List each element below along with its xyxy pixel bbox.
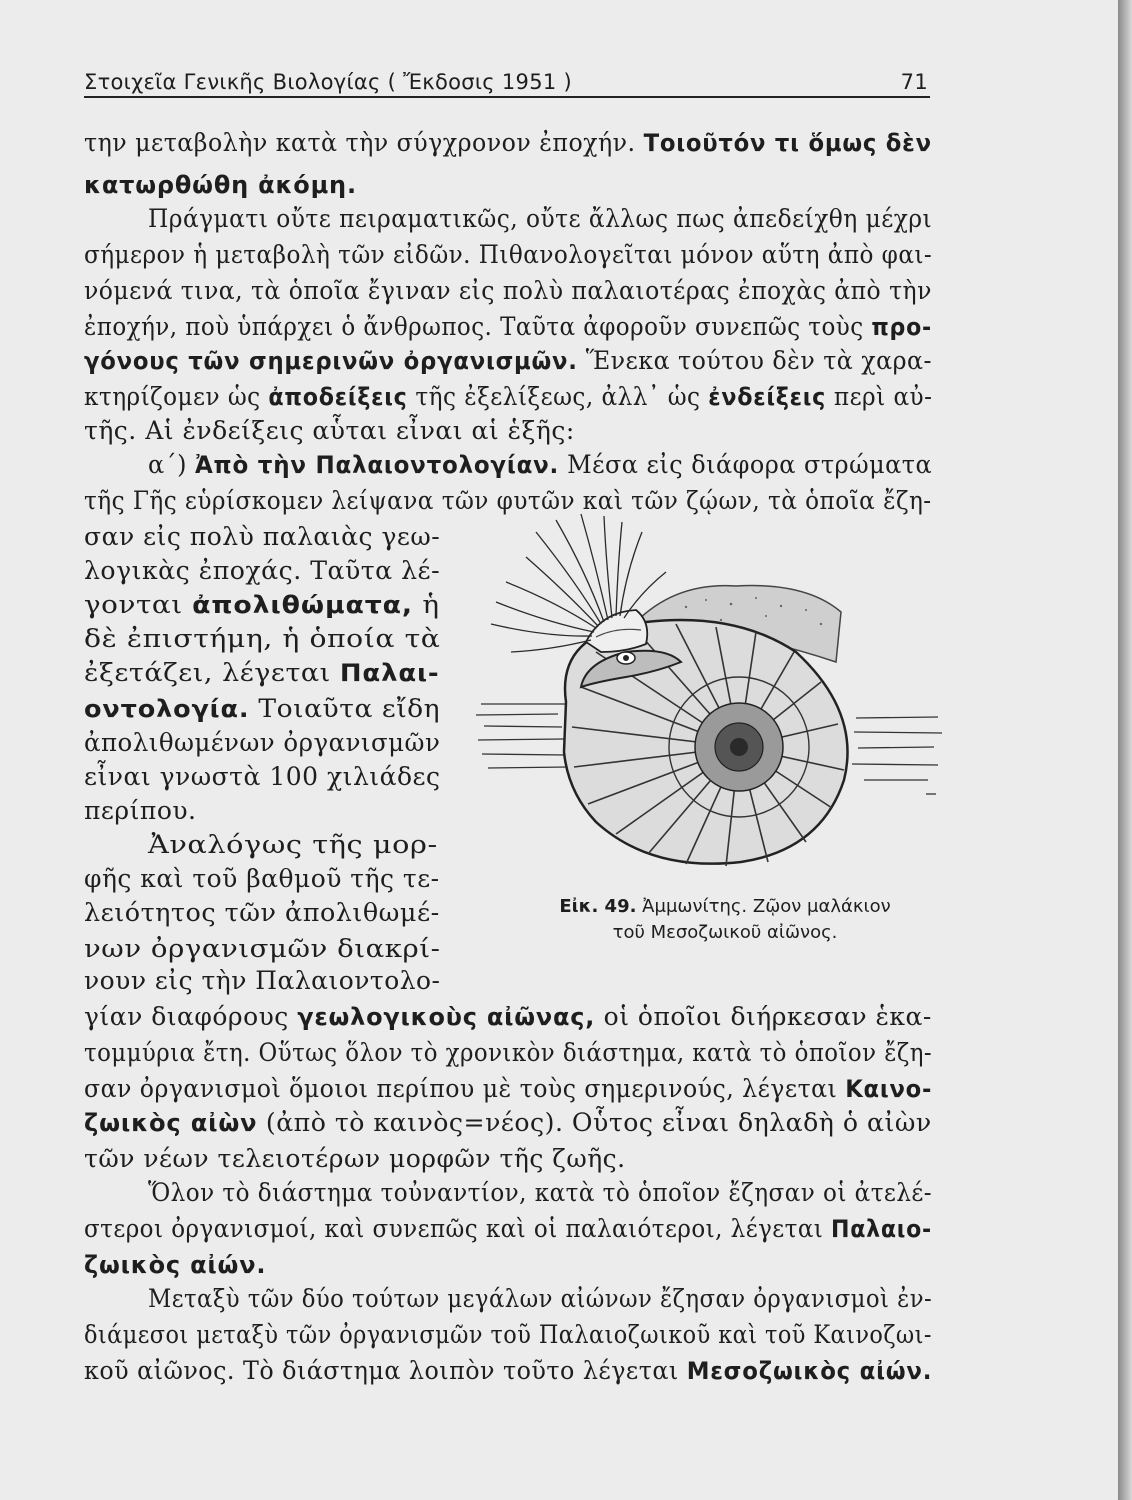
bold-term: γόνους τῶν σημερινῶν ὀργανισμῶν. — [84, 347, 578, 375]
text-run: (ἀπὸ τὸ καινὸς=νέος). Οὗτος εἶναι δηλαδὴ ὁ αἰὼν — [257, 1108, 932, 1137]
text-line — [84, 346, 932, 375]
page-edge-shadow — [1118, 0, 1132, 1500]
bold-term: γεωλογικοὺς αἰῶνας, — [297, 1003, 596, 1031]
text-run: τομμύρια ἔτη. Οὕτως ὅλον τὸ χρονικὸν διάστημα, κατὰ τὸ ὁποῖον ἔζη- — [84, 1038, 933, 1067]
text-run: νόμενά τινα, τὰ ὁποῖα ἔγιναν εἰς πολὺ παλαιοτέρας ἐποχὰς ἀπὸ τὴν — [84, 276, 932, 305]
text-line — [84, 624, 440, 653]
text-run: την μεταβολὴν κατὰ τὴν σύγχρονον ἐποχήν. — [84, 128, 644, 157]
text-run: γίαν διαφόρους — [84, 1002, 298, 1031]
bold-term: κατωρθώθη ἀκόμη. — [84, 171, 357, 199]
text-run: δὲ ἐπιστήμη, ἡ ὁποία τὰ — [84, 624, 441, 653]
bold-term: ζωικὸς αἰών. — [84, 1251, 267, 1279]
text-line — [84, 416, 575, 445]
text-run: ἡ — [412, 590, 440, 619]
text-run: σαν εἰς πολὺ παλαιὰς γεω- — [84, 522, 441, 551]
bold-term: Τοιοῦτόν τι ὅμως δὲν — [643, 129, 932, 157]
bold-term: ἀποδείξεις — [268, 383, 408, 411]
text-line — [84, 522, 440, 551]
text-line — [84, 934, 440, 963]
text-line — [84, 1320, 932, 1349]
text-line — [84, 1144, 626, 1173]
text-run: α΄) — [148, 450, 195, 479]
text-run: Πράγματι οὔτε πειραματικῶς, οὔτε ἄλλως πως ἀπεδείχθη μέχρι — [148, 204, 933, 233]
text-run: κοῦ αἰῶνος. Τὸ διάστημα λοιπὸν τοῦτο λέγεται — [84, 1356, 687, 1385]
bold-term: προ- — [871, 313, 932, 341]
caption-line2: τοῦ Μεσοζωικοῦ αἰῶνος. — [612, 922, 838, 943]
text-run: οἱ ὁποῖοι διήρκεσαν ἑκα- — [595, 1002, 932, 1031]
figure-caption — [510, 894, 940, 946]
text-run: Τοιαῦτα εἴδη — [249, 694, 441, 723]
ammonite-illustration — [476, 512, 946, 884]
text-line — [84, 1038, 932, 1067]
text-line — [84, 276, 932, 305]
text-run: κτηρίζομεν ὡς — [84, 382, 269, 411]
text-line — [84, 486, 932, 515]
running-header — [84, 62, 930, 98]
text-run: λογικὰς ἐποχάς. Ταῦτα λέ- — [84, 556, 441, 585]
text-line — [84, 128, 932, 157]
text-line — [84, 170, 357, 199]
text-run: σήμερον ἡ μεταβολὴ τῶν εἰδῶν. Πιθανολογεῖται μόνον αὕτη ἀπὸ φαι- — [84, 240, 933, 269]
text-run: εἶναι γνωστὰ 100 χιλιάδες — [84, 762, 441, 791]
text-line — [148, 1284, 932, 1313]
text-run: γονται — [84, 590, 193, 619]
text-run: ἀπολιθωμένων ὀργανισμῶν — [84, 728, 441, 757]
text-line — [84, 590, 440, 619]
text-run: διάμεσοι μεταξὺ τῶν ὀργανισμῶν τοῦ Παλαιοζωικοῦ καὶ τοῦ Καινοζωι- — [84, 1320, 932, 1349]
bold-term: ζωικὸς αἰὼν — [84, 1109, 258, 1137]
text-line — [84, 240, 932, 269]
bold-term: ἐνδείξεις — [708, 383, 827, 411]
bold-term: Καινο- — [845, 1075, 933, 1103]
text-run: ἐξετάζει, λέγεται — [84, 658, 340, 687]
text-run: σαν ὀργανισμοὶ ὅμοιοι περίπου μὲ τοὺς σημερινούς, λέγεται — [84, 1074, 846, 1103]
text-line — [84, 762, 440, 791]
text-run: Ὅλον τὸ διάστημα τοὐναντίον, κατὰ τὸ ὁποῖον ἔζησαν οἱ ἀτελέ- — [148, 1178, 933, 1207]
text-run: τῶν νέων τελειοτέρων μορφῶν τῆς ζωῆς. — [84, 1144, 626, 1173]
text-run: νουν εἰς τὴν Παλαιοντολο- — [84, 966, 441, 995]
text-run: Ἕνεκα τούτου δὲν τὰ χαρα- — [577, 346, 932, 375]
text-line — [84, 1214, 932, 1243]
text-run: τῆς ἐξελίξεως, ἀλλ᾿ ὡς — [407, 382, 709, 411]
text-line — [148, 830, 438, 859]
text-line — [84, 1108, 932, 1137]
text-run: Ἀναλόγως τῆς μορ- — [148, 830, 438, 859]
bold-term: Ἀπὸ τὴν Παλαιοντολογίαν. — [194, 451, 560, 479]
text-line — [84, 728, 440, 757]
text-line — [84, 1002, 932, 1031]
text-run: ἐποχήν, ποὺ ὑπάρχει ὁ ἄνθρωπος. Ταῦτα ἀφοροῦν συνεπῶς τοὺς — [84, 312, 872, 341]
bold-term: Παλαι- — [339, 659, 440, 687]
text-line — [84, 796, 197, 825]
text-run: Μέσα εἰς διάφορα στρώματα — [559, 450, 933, 479]
header-title: Στοιχεῖα Γενικῆς Βιολογίας ( Ἔκδοσις 1951 ) — [84, 70, 572, 94]
page-number: 71 — [900, 70, 928, 94]
text-run: τῆς Γῆς εὑρίσκομεν λείψανα τῶν φυτῶν καὶ τῶν ζῴων, τὰ ὁποῖα ἔζη- — [84, 486, 932, 515]
text-run: στεροι ὀργανισμοί, καὶ συνεπῶς καὶ οἱ παλαιότεροι, λέγεται — [84, 1214, 832, 1243]
text-run: Μεταξὺ τῶν δύο τούτων μεγάλων αἰώνων ἔζησαν ὀργανισμοὶ ἐν- — [148, 1284, 933, 1313]
text-line — [148, 450, 932, 479]
bold-term: ἀπολιθώματα, — [192, 591, 413, 619]
caption-line1: Ἀμμωνίτης. Ζῷον μαλάκιον — [642, 896, 891, 917]
text-line — [84, 1074, 932, 1103]
text-run: τῆς. Αἱ ἐνδείξεις αὗται εἶναι αἱ ἑξῆς: — [84, 416, 575, 445]
text-line — [84, 312, 932, 341]
text-run: περὶ αὐ- — [826, 382, 933, 411]
text-line — [84, 556, 440, 585]
bold-term: Μεσοζωικὸς αἰών. — [686, 1357, 933, 1385]
text-run: λειότητος τῶν ἀπολιθωμέ- — [84, 898, 440, 927]
text-run: περίπου. — [84, 796, 197, 825]
text-run: νων ὀργανισμῶν διακρί- — [84, 934, 441, 963]
text-line — [84, 1356, 932, 1385]
text-line — [148, 204, 932, 233]
text-line — [84, 694, 440, 723]
text-line — [84, 658, 440, 687]
text-line — [84, 864, 440, 893]
text-line — [84, 382, 932, 411]
caption-number: Εἰκ. 49. — [559, 896, 637, 917]
text-line — [148, 1178, 932, 1207]
text-line — [84, 966, 440, 995]
bold-term: οντολογία. — [84, 695, 250, 723]
bold-term: Παλαιο- — [831, 1215, 932, 1243]
text-run: φῆς καὶ τοῦ βαθμοῦ τῆς τε- — [84, 864, 440, 893]
text-line — [84, 1250, 266, 1279]
text-line — [84, 898, 440, 927]
